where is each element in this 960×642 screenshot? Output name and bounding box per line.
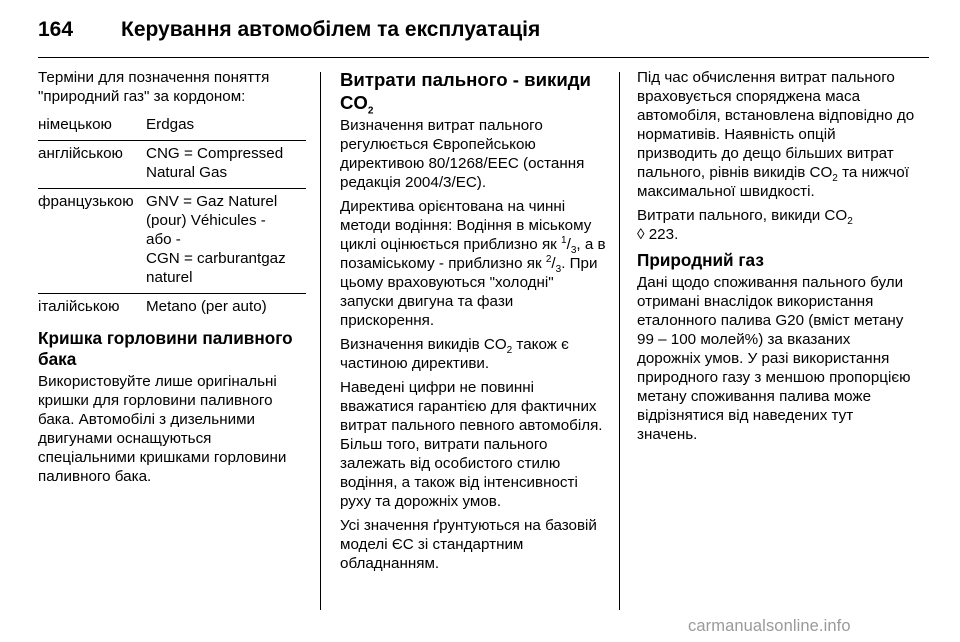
text-run: , а в позаміському - приблизно як — [340, 236, 606, 272]
text-run: Визначення викидів CO — [340, 336, 507, 353]
column-left — [38, 68, 306, 491]
fraction-numerator: 2 — [545, 253, 552, 265]
section-heading-fuel-cap: Кришка горловини паливного бака — [38, 328, 293, 369]
paragraph: Наведені цифри не повинні вважатися гарантією для фактичних витрат пального певного автомобіля. Більш того, витрати пального залежать від особистого стилю водіння, а також від інтенсивності руху та дорожніх умов. — [340, 379, 603, 510]
subscript: 2 — [832, 173, 838, 185]
intro-text: Терміни для позначення поняття "природний газ" за кордоном: — [38, 69, 270, 105]
table-row — [38, 294, 306, 322]
text-run: також є частиною директиви. — [340, 336, 569, 372]
page-reference-link[interactable]: 223. — [644, 226, 679, 243]
subscript: 2 — [506, 345, 513, 357]
paragraph: Усі значення ґрунтуються на базовій моделі ЄС зі стандартним обладнанням. — [340, 517, 597, 572]
header-rule — [38, 57, 929, 58]
subscript: 2 — [367, 105, 374, 117]
paragraph — [637, 206, 917, 244]
heading-text: Витрати пального - викиди CO — [340, 69, 591, 113]
section-heading-fuel-consumption — [340, 68, 608, 117]
section-heading-natural-gas: Природний газ — [637, 250, 764, 270]
watermark: carmanualsonline.info — [688, 617, 851, 635]
language-name: італійською — [38, 298, 120, 315]
language-name: французькою — [38, 193, 134, 210]
language-name: німецькою — [38, 116, 112, 133]
page-header — [38, 14, 928, 48]
subscript: 2 — [847, 216, 853, 228]
table-row — [38, 141, 306, 189]
natural-gas-text: Дані щодо споживання пального були отримані внаслідок використання еталонного палива G20 (вміст метану 99 – 100 молей%) за вказаних дорожніх умов. У разі використання природного газу з меншою пропорцією метану споживання палива може відрізнятися від наведених тут значень. — [637, 274, 911, 443]
fraction-denominator: 3 — [555, 264, 562, 276]
fuel-cap-text: Використовуйте лише оригінальні кришки для горловини паливного бака. Автомобілі з дизельними двигунами оснащуються спеціальними кришками горловини паливного бака. — [38, 373, 287, 485]
language-term: Erdgas — [146, 116, 195, 133]
column-divider-1 — [320, 72, 321, 610]
reference-arrow-icon: ◊ — [637, 226, 645, 243]
paragraph — [637, 68, 917, 201]
table-row — [38, 111, 306, 141]
language-term: GNV = Gaz Naturel (pour) Véhicules - або - CGN = carburantgaz naturel — [146, 193, 286, 286]
page-title: Керування автомобілем та експлуатація — [121, 18, 541, 41]
text-run: Витрати пального, викиди CO — [637, 207, 848, 224]
table-row — [38, 189, 306, 294]
text-run: . При цьому враховуються "холодні" запуски двигуна та фази прискорення. — [340, 255, 598, 329]
paragraph: Визначення витрат пального регулюється Європейською директивою 80/1268/EEC (остання редакція 2004/3/EC). — [340, 117, 585, 191]
fraction-numerator: 1 — [561, 234, 567, 246]
column-right — [637, 68, 917, 449]
language-term: CNG = Compressed Natural Gas — [146, 145, 284, 181]
text-run: Директива орієнтована на чинні методи водіння: Водіння в міському циклі оцінюється приблизно як — [340, 198, 592, 253]
page-number: 164 — [38, 18, 74, 41]
text-run: Під час обчислення витрат пального враховується споряджена маса автомобіля, встановлена відповідно до нормативів. Наявність опцій призводить до дещо більших витрат пального, рівнів викидів CO — [637, 69, 915, 181]
text-run: та нижчої максимальної швидкості. — [637, 164, 909, 200]
column-divider-2 — [619, 72, 620, 610]
paragraph: Директива орієнтована на чинні методи водіння: Водіння в міському циклі оцінюється приблизно як $^1/_3$, а в позаміському - приблизно як $^2/_3$. При цьому враховуються "холодні" запуски двигуна та фази прискорення. — [340, 198, 606, 329]
language-table — [38, 111, 306, 322]
language-term: Metano (per auto) — [146, 298, 267, 315]
language-name: англійською — [38, 145, 123, 162]
paragraph — [340, 335, 608, 373]
column-middle — [340, 68, 608, 578]
fraction-denominator: 3 — [570, 245, 577, 257]
